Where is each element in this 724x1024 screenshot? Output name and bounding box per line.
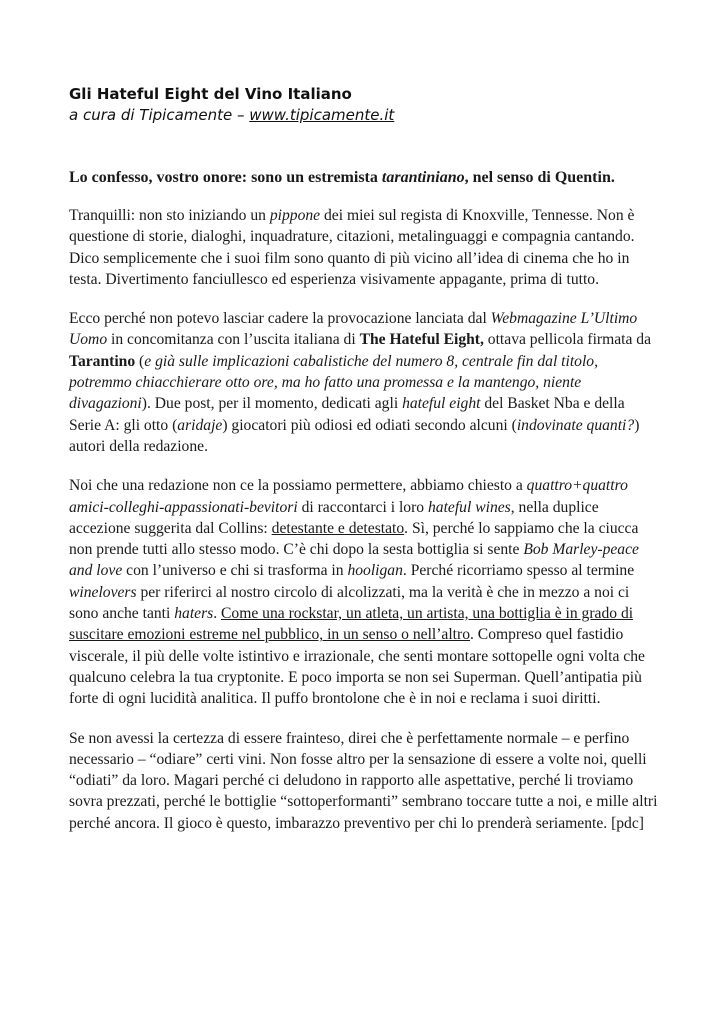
- p3-hooligan: hooligan: [347, 562, 403, 580]
- p3-detestante: detestante e detestato: [271, 519, 405, 537]
- p2-text-13: ) giocatori più odiosi ed odiati secondo alcuni (: [222, 416, 517, 434]
- lead-paragraph: [69, 166, 659, 189]
- p3-rockstar-underline: Come una rockstar, un atleta, un artista, una bottiglia è in grado di suscitare emozioni estreme nel pubblico, in un senso o nell’altro: [69, 605, 634, 644]
- p2-text-11: del Basket Nba e della Serie A: gli otto (: [69, 395, 625, 434]
- p3-text-9: con l’universo e chi si trasforma in: [122, 562, 348, 580]
- p3-text-3: di raccontarci i loro: [297, 498, 428, 516]
- p2-hateful-eight: hateful eight: [402, 395, 481, 413]
- byline-prefix: a cura di Tipicamente –: [69, 106, 250, 124]
- p3-text-13: per riferirci al nostro circolo di alcolizzati, ma la verità è che in mezzo a noi ci sono anche tanti: [69, 583, 630, 623]
- p3-bob-marley: Bob Marley-peace and love: [69, 541, 639, 580]
- paragraph-1: [69, 205, 659, 290]
- p2-text-1: Ecco perché non potevo lasciar cadere la provocazione lanciata dal: [69, 310, 491, 328]
- p2-aridaje: aridaje: [177, 416, 223, 434]
- p3-hateful-wines: hateful wines: [428, 498, 511, 516]
- p3-text-15: .: [213, 605, 222, 623]
- document-title: Gli Hateful Eight del Vino Italiano: [69, 85, 352, 103]
- lead-emphasis: tarantiniano: [381, 169, 465, 186]
- p2-director: Tarantino: [69, 352, 136, 370]
- p1-text-1: Tranquilli: non sto iniziando un: [69, 207, 270, 224]
- p2-text-15: ) autori della redazione.: [69, 416, 640, 455]
- p3-text-11: . Perché ricorriamo spesso al termine: [402, 562, 635, 580]
- p2-text-5: ottava pellicola firmata da: [483, 331, 652, 349]
- p2-aside: e già sulle implicazioni cabalistiche del numero 8, centrale fin dal titolo, potremmo chiacchierare otto ore, ma ho fatto una promessa e la mantengo, niente divagazioni: [69, 352, 598, 413]
- p3-winelovers: winelovers: [69, 583, 137, 601]
- p3-friends: quattro+quattro amici-colleghi-appassionati-bevitori: [69, 477, 628, 516]
- lead-text-1: Lo confesso, vostro onore: sono un estremista: [69, 169, 382, 186]
- paragraph-3: [69, 475, 659, 709]
- p4-text-1: Se non avessi la certezza di essere frainteso, direi che è perfettamente normale – e perfino necessario – “odiare” certi vini. Non fosse altro per la sensazione di essere a volte noi, quelli “odiati” da loro. Magari perché ci deludono in rapporto alle aspettative, perché li troviamo sovra prezzati, perché le bottiglie “sottoperformanti” sembrano toccare tutte a noi, e mille altri perché ancora. Il gioco è questo, imbarazzo preventivo per chi lo prenderà seriamente. [pdc]: [69, 729, 658, 832]
- p2-film-title: The Hateful Eight,: [359, 331, 484, 349]
- document-byline: [69, 105, 659, 126]
- p3-text-5: , nella duplice accezione suggerita dal Collins:: [69, 498, 599, 537]
- p3-text-1: Noi che una redazione non ce la possiamo permettere, abbiamo chiesto a: [69, 477, 527, 495]
- p2-indovinate: indovinate quanti?: [516, 416, 635, 434]
- p3-text-17: . Compreso quel fastidio viscerale, il più delle volte istintivo e irrazionale, che senti montare sottopelle ogni volta che qualcuno celebra la tua cryptonite. E poco importa se non sei Superman. Quell’antipatia più forte di ogni lucidità analitica. Il puffo brontolone che è in noi e reclama i suoi diritti.: [69, 626, 645, 708]
- website-link[interactable]: www.tipicamente.it: [249, 106, 395, 124]
- p2-text-7: (: [135, 352, 145, 370]
- p2-webmagazine: Webmagazine L’Ultimo Uomo: [69, 310, 638, 349]
- paragraph-4: [69, 728, 659, 834]
- p2-text-3: in concomitanza con l’uscita italiana di: [107, 331, 360, 349]
- p3-text-7: . Sì, perché lo sappiamo che la ciucca non prende tutti allo stesso modo. C’è chi dopo la sesta bottiglia si sente: [69, 519, 639, 559]
- p1-text-3: dei miei sul regista di Knoxville, Tennesse. Non è questione di storie, dialoghi, inquadrature, citazioni, metalinguaggi e compagnia cantando. Dico semplicemente che i suoi film sono quanto di più vicino all’idea di cinema che ho in testa. Divertimento fanciullesco ed esperienza visivamente appagante, prima di tutto.: [69, 207, 635, 288]
- paragraph-2: [69, 308, 659, 457]
- p2-text-9: ). Due post, per il momento, dedicati agli: [141, 395, 403, 413]
- document-content: [69, 84, 659, 834]
- lead-text-3: , nel senso di Quentin.: [464, 169, 615, 186]
- p3-haters: haters: [174, 605, 214, 623]
- p1-emphasis: pippone: [269, 207, 321, 224]
